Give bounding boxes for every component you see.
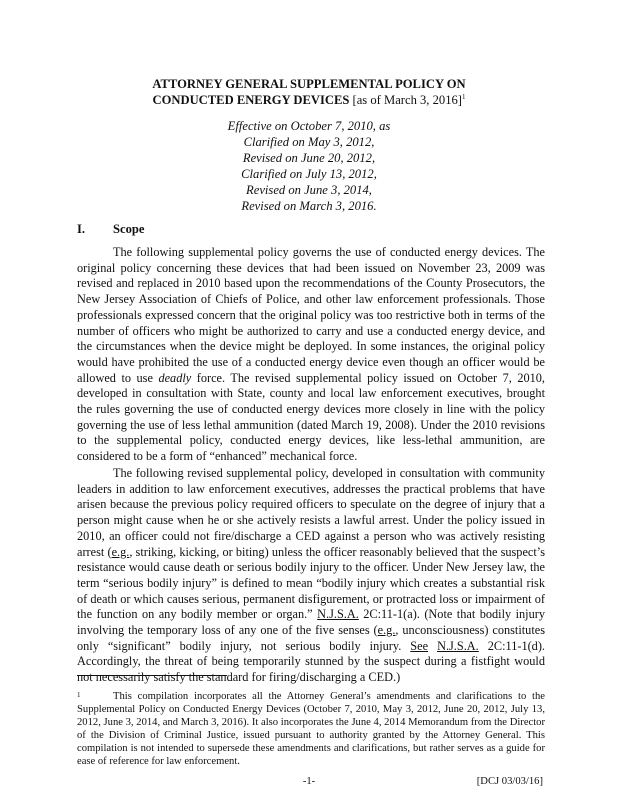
section-title: Scope xyxy=(113,222,145,236)
revision-date-line: Revised on March 3, 2016. xyxy=(241,199,377,213)
title-footnote-ref[interactable]: 1 xyxy=(462,92,466,101)
scope-paragraph-2 xyxy=(77,466,545,686)
document-title xyxy=(0,76,618,108)
paragraph-text: The following revised supplemental policy, developed in consultation with community leaders in addition to law enforcement executives, addresses the practical problems that have arisen because the previous policy required officers to speculate on the degree of injury that a person might cause when he or she actively resists a lawful arrest. Under the policy issued in 2010, an officer could not fire/discharge a CED against a person who was actively resisting arrest ( xyxy=(77,466,545,559)
section-number: I. xyxy=(77,222,86,236)
paragraph-text: 2C:11-1(d). Accordingly, the threat of being temporarily stunned by the suspect during a fistfight would not necessarily satisfy the standard for firing/discharging a CED.) xyxy=(77,638,546,685)
title-line-1: ATTORNEY GENERAL SUPPLEMENTAL POLICY ON xyxy=(152,77,466,91)
statute-citation: N.J.S.A. xyxy=(317,607,359,622)
footnote-text: This compilation incorporates all the Attorney General’s amendments and clarifications to the Supplemental Policy on Conducted Energy Devices (October 7, 2010, May 3, 2012, June 20, 2012, July 13, 2012, June 3, 2014, and March 3, 2016). It also incorporates the June 4, 2014 Memorandum from the Director of the Division of Criminal Justice, issued pursuant to authority granted by the Attorney General. This compilation is not intended to supersede these amendments and clarifications, but rather serves as a guide for ease of reference for law enforcement. xyxy=(77,691,545,767)
footnote xyxy=(77,690,545,768)
page-number: -1- xyxy=(302,776,316,787)
title-line-2-date: [as of March 3, 2016] xyxy=(349,93,462,107)
paragraph-text: , striking, kicking, or biting) unless the officer reasonably believed that the suspect’s resistance would cause death or serious bodily injury to the officer. Under New Jersey law, the term “serious bodily injury” is defined to mean “bodily injury which creates a substantial risk of death or which causes serious, permanent disfigurement, or protracted loss or impairment of the function on any bodily member or organ.” xyxy=(77,544,545,622)
scope-paragraph-1 xyxy=(77,245,545,465)
footnote-divider xyxy=(77,675,227,676)
emphasis-deadly: deadly xyxy=(158,370,192,385)
underlined-eg: e.g. xyxy=(111,544,130,559)
footnote-mark: 1 xyxy=(77,691,81,699)
revision-date-line: Clarified on May 3, 2012, xyxy=(243,135,375,149)
revision-date-line: Revised on June 20, 2012, xyxy=(242,151,376,165)
revision-date-line: Effective on October 7, 2010, as xyxy=(227,119,391,133)
paragraph-text: , unconsciousness) constitutes only “significant” bodily injury, not serious bodily injury. xyxy=(77,623,545,653)
statute-citation: N.J.S.A. xyxy=(437,638,479,653)
paragraph-text: The following supplemental policy governs the use of conducted energy devices. The original policy concerning these devices that had been issued on November 23, 2009 was revised and replaced in 2010 based upon the recommendations of the County Prosecutors, the New Jersey Association of Chiefs of Police, and other law enforcement professionals. Those professionals expressed concern that the original policy was too restrictive both in terms of the number of officers who might be authorized to carry and use a conducted energy device, and the circumstances when the device might be deployed. In some instances, the original policy would have prohibited the use of a conducted energy device even though an officer would be allowed to use xyxy=(77,245,545,385)
section-heading xyxy=(77,222,144,237)
paragraph-text xyxy=(428,639,437,653)
revision-dates xyxy=(0,118,618,214)
paragraph-text: 2C:11-1(a). (Note that bodily injury involving the temporary loss of any one of the five senses ( xyxy=(77,607,545,638)
underlined-eg: e.g. xyxy=(377,623,396,638)
revision-date-line: Clarified on July 13, 2012, xyxy=(241,167,377,181)
document-code: [DCJ 03/03/16] xyxy=(476,776,543,787)
underlined-see: See xyxy=(410,638,429,653)
title-line-2-bold: CONDUCTED ENERGY DEVICES xyxy=(152,93,350,107)
paragraph-text: force. The revised supplemental policy issued on October 7, 2010, developed in consultation with State, county and local law enforcement executives, brought the rules governing the use of conducted energy devices more closely in line with the policy governing the use of less lethal ammunition (dated March 19, 2008). Under the 2010 revisions to the supplemental policy, conducted energy devices, like less-lethal ammunition, are considered to be a form of “enhanced” mechanical force. xyxy=(77,370,545,464)
revision-date-line: Revised on June 3, 2014, xyxy=(246,183,372,197)
